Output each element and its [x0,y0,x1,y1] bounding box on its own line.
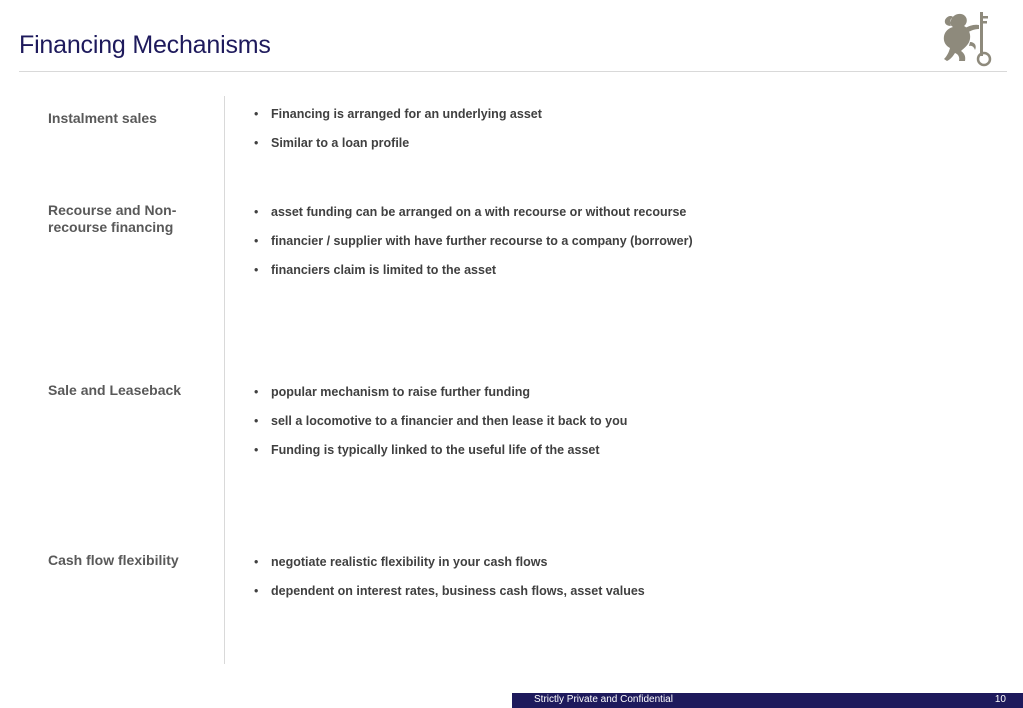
section-label-sale-and-leaseback: Sale and Leaseback [48,382,182,398]
list-item [254,233,693,249]
bullet-icon: • [254,443,259,457]
list-item [254,106,542,122]
bullet-list-recourse-financing [254,204,693,291]
bullet-text: Funding is typically linked to the useful life of the asset [271,443,600,457]
section-label-cash-flow-flexibility: Cash flow flexibility [48,552,179,568]
bullet-text: financiers claim is limited to the asset [271,263,497,277]
bullet-icon: • [254,263,259,277]
bullet-icon: • [254,584,259,598]
list-item [254,413,627,429]
bullet-text: Similar to a loan profile [271,136,410,150]
bullet-icon: • [254,385,259,399]
slide-title: Financing Mechanisms [19,31,271,59]
section-label-instalment-sales: Instalment sales [48,110,157,126]
list-item [254,384,627,400]
section-label-recourse-financing: Recourse and Non-recourse financing [48,202,177,235]
bullet-icon: • [254,555,259,569]
bullet-text: dependent on interest rates, business cash flows, asset values [271,584,645,598]
bullet-icon: • [254,414,259,428]
list-item [254,442,627,458]
bullet-list-instalment-sales [254,106,542,164]
list-item [254,262,693,278]
bullet-text: Financing is arranged for an underlying asset [271,107,542,121]
lion-with-key-crest-icon [937,6,999,68]
bullet-text: negotiate realistic flexibility in your cash flows [271,555,548,569]
bullet-icon: • [254,234,259,248]
title-divider [19,71,1007,72]
bullet-text: popular mechanism to raise further funding [271,385,531,399]
bullet-list-sale-and-leaseback [254,384,627,471]
bullet-icon: • [254,205,259,219]
bullet-list-cash-flow-flexibility [254,554,645,612]
bullet-icon: • [254,107,259,121]
footer-bar [512,693,1023,708]
bullet-icon: • [254,136,259,150]
list-item [254,135,542,151]
page-number: 10 [994,694,1006,705]
list-item [254,204,693,220]
bullet-text: asset funding can be arranged on a with recourse or without recourse [271,205,687,219]
confidentiality-notice: Strictly Private and Confidential [534,694,673,705]
list-item [254,583,645,599]
bullet-text: sell a locomotive to a financier and then lease it back to you [271,414,628,428]
bullet-text: financier / supplier with have further recourse to a company (borrower) [271,234,693,248]
list-item [254,554,645,570]
column-divider [224,96,225,664]
